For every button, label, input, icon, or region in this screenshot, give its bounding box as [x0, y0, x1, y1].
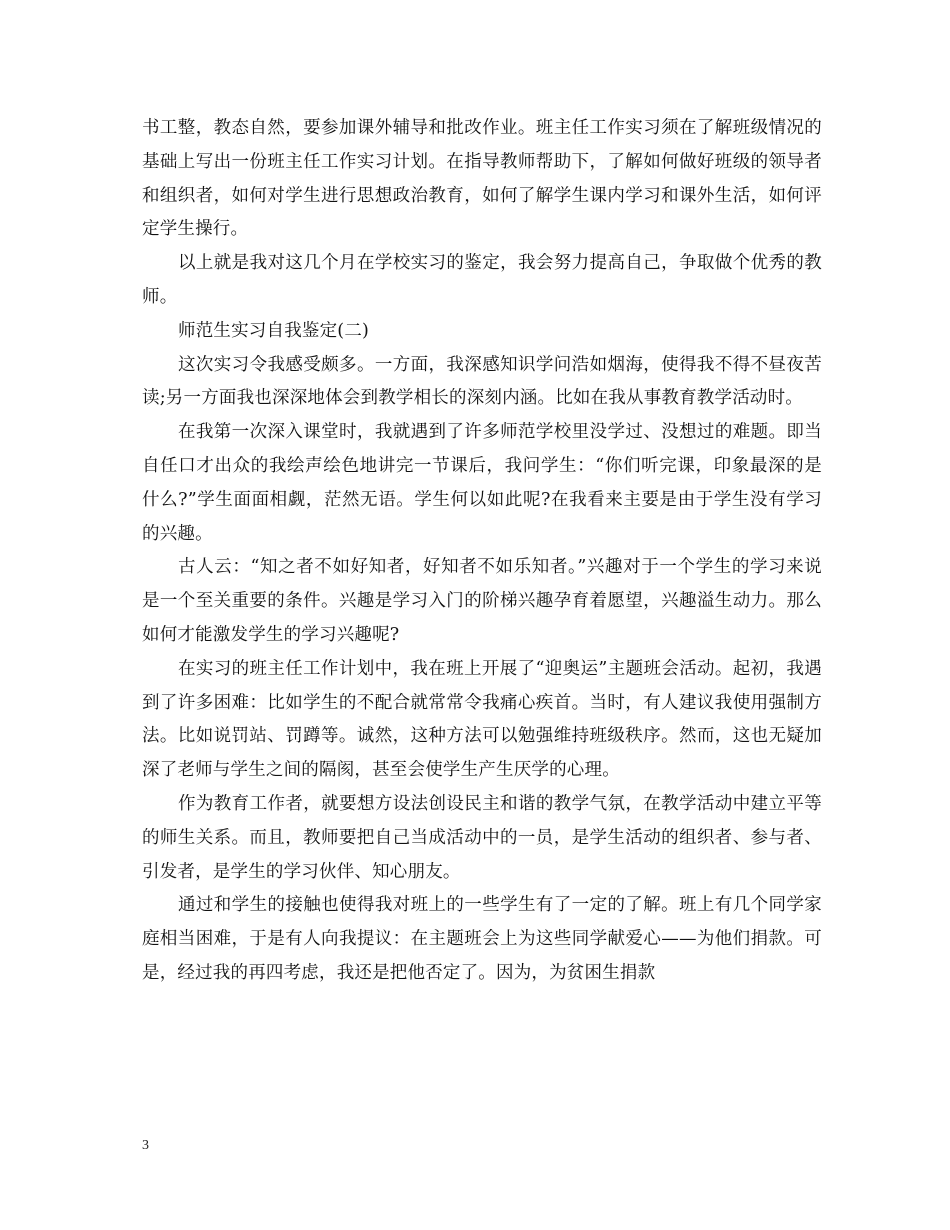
paragraph-2: 以上就是我对这几个月在学校实习的鉴定，我会努力提高自己，争取做个优秀的教师。 [142, 253, 822, 307]
paragraph-4: 在我第一次深入课堂时，我就遇到了许多师范学校里没学过、没想过的难题。即当自任口才出众的我绘声绘色地讲完一节课后，我问学生：“你们听完课，印象最深的是什么?”学生面面相觑，茫然无语。学生何以如此呢?在我看来主要是由于学生没有学习的兴趣。 [142, 422, 822, 544]
paragraph-5: 古人云：“知之者不如好知者，好知者不如乐知者。”兴趣对于一个学生的学习来说是一个至关重要的条件。兴趣是学习入门的阶梯兴趣孕育着愿望，兴趣溢生动力。那么如何才能激发学生的学习兴趣呢? [142, 557, 822, 645]
paragraph-3: 这次实习令我感受颇多。一方面，我深感知识学问浩如烟海，使得我不得不昼夜苦读;另一方面我也深深地体会到教学相长的深刻内涵。比如在我从事教育教学活动时。 [142, 354, 822, 409]
paragraph-7: 作为教育工作者，就要想方设法创设民主和谐的教学气氛，在教学活动中建立平等的师生关系。而且，教师要把自己当成活动中的一员，是学生活动的组织者、参与者、引发者，是学生的学习伙伴、知心朋友。 [142, 793, 822, 882]
paragraph-6: 在实习的班主任工作计划中，我在班上开展了“迎奥运”主题班会活动。起初，我遇到了许多困难：比如学生的不配合就常常令我痛心疾首。当时，有人建议我使用强制方法。比如说罚站、罚蹲等。诚然，这种方法可以勉强维持班级秩序。然而，这也无疑加深了老师与学生之间的隔阂，甚至会使学生产生厌学的心理。 [142, 658, 822, 781]
paragraph-1: 书工整，教态自然，要参加课外辅导和批改作业。班主任工作实习须在了解班级情况的基础上写出一份班主任工作实习计划。在指导教师帮助下，了解如何做好班级的领导者和组织者，如何对学生进行思想政治教育，如何了解学生课内学习和课外生活，如何评定学生操行。 [142, 118, 822, 240]
page-number: 3 [142, 1138, 149, 1153]
document-body [142, 112, 822, 991]
paragraph-8: 通过和学生的接触也使得我对班上的一些学生有了一定的了解。班上有几个同学家庭相当困难，于是有人向我提议：在主题班会上为这些同学献爱心——为他们捐款。可是，经过我的再四考虑，我还是把他否定了。因为，为贫困生捐款 [142, 895, 822, 983]
section-heading: 师范生实习自我鉴定(二) [178, 320, 370, 341]
